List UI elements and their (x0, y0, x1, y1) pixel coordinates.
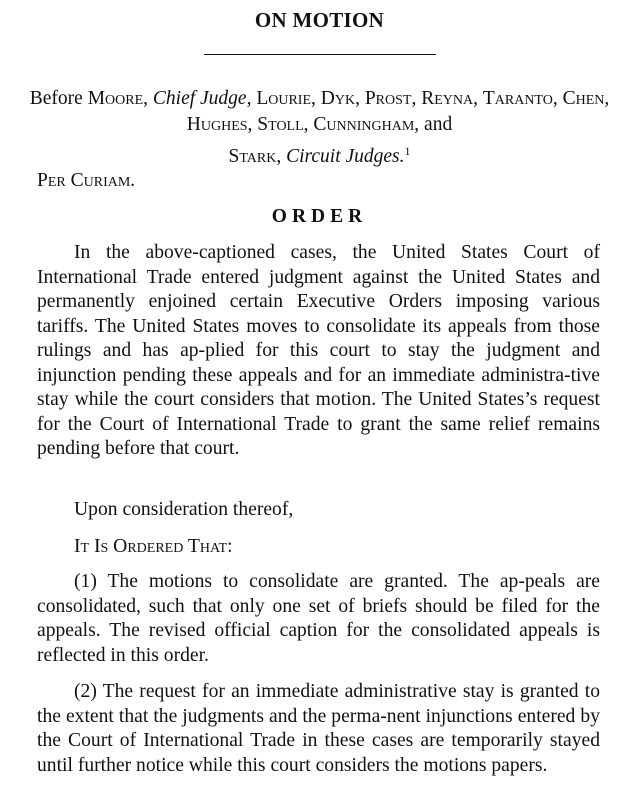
section-heading: ON MOTION (254, 8, 385, 32)
paragraph-text: In the above-captioned cases, the United States Court of International Trade entered judgment against the United States and permanently enjoined certain Executive Orders imposing various tariffs. The United States moves to consolidate its appeals from those rulings and has ap-plied for this court to stay the judgment and injunction pending these appeals and for an immediate administra-tive stay while the court considers that motion. The United States’s request for the Court of International Trade to grant the same relief remains pending before that court. (37, 242, 600, 459)
comma: , (143, 88, 149, 109)
before-label: Before (29, 88, 83, 109)
judges-list-b: Taranto, Chen, Hughes, Stoll, Cunningham, (186, 88, 610, 135)
judges-list-a: Lourie, Dyk, Prost, Reyna, (256, 88, 478, 109)
judges-panel: Before Moore, Chief Judge, Lourie, Dyk, Prost, Reyna, Taranto, Chen, Hughes, Stoll, Cunningham, and Stark, Circuit Judges.$^1$ (29, 88, 610, 167)
paragraph-consideration (37, 498, 600, 523)
paragraph-text: It Is Ordered That: (74, 536, 233, 557)
paragraph-text: Upon consideration thereof, (74, 499, 294, 520)
chief-judge-title: Chief Judge (152, 88, 247, 109)
heading-divider (204, 54, 436, 55)
paragraph-item-1 (37, 570, 600, 668)
chief-judge-name: Moore (87, 88, 144, 109)
paragraph-text: (2) The request for an immediate administrative stay is granted to the extent that the judgments and the perma-nent injunctions entered by the Court of International Trade in these cases are temporarily stayed until further notice while this court considers the motions papers. (37, 681, 600, 776)
footnote-marker: 1 (404, 144, 411, 158)
and-word: and (424, 114, 453, 135)
order-title: ORDER (271, 206, 368, 227)
paragraph-background (37, 241, 600, 462)
paragraph-ordered (37, 535, 600, 560)
last-judge-name: Stark (228, 146, 277, 167)
per-curiam-label: Per Curiam. (37, 170, 136, 191)
circuit-judges-title: Circuit Judges. (286, 146, 405, 167)
paragraph-item-2 (37, 680, 600, 778)
paragraph-text: (1) The motions to consolidate are granted. The ap-peals are consolidated, such that only one set of briefs should be filed for the appeals. The revised official caption for the consolidated appeals is reflected in this order. (37, 571, 600, 666)
